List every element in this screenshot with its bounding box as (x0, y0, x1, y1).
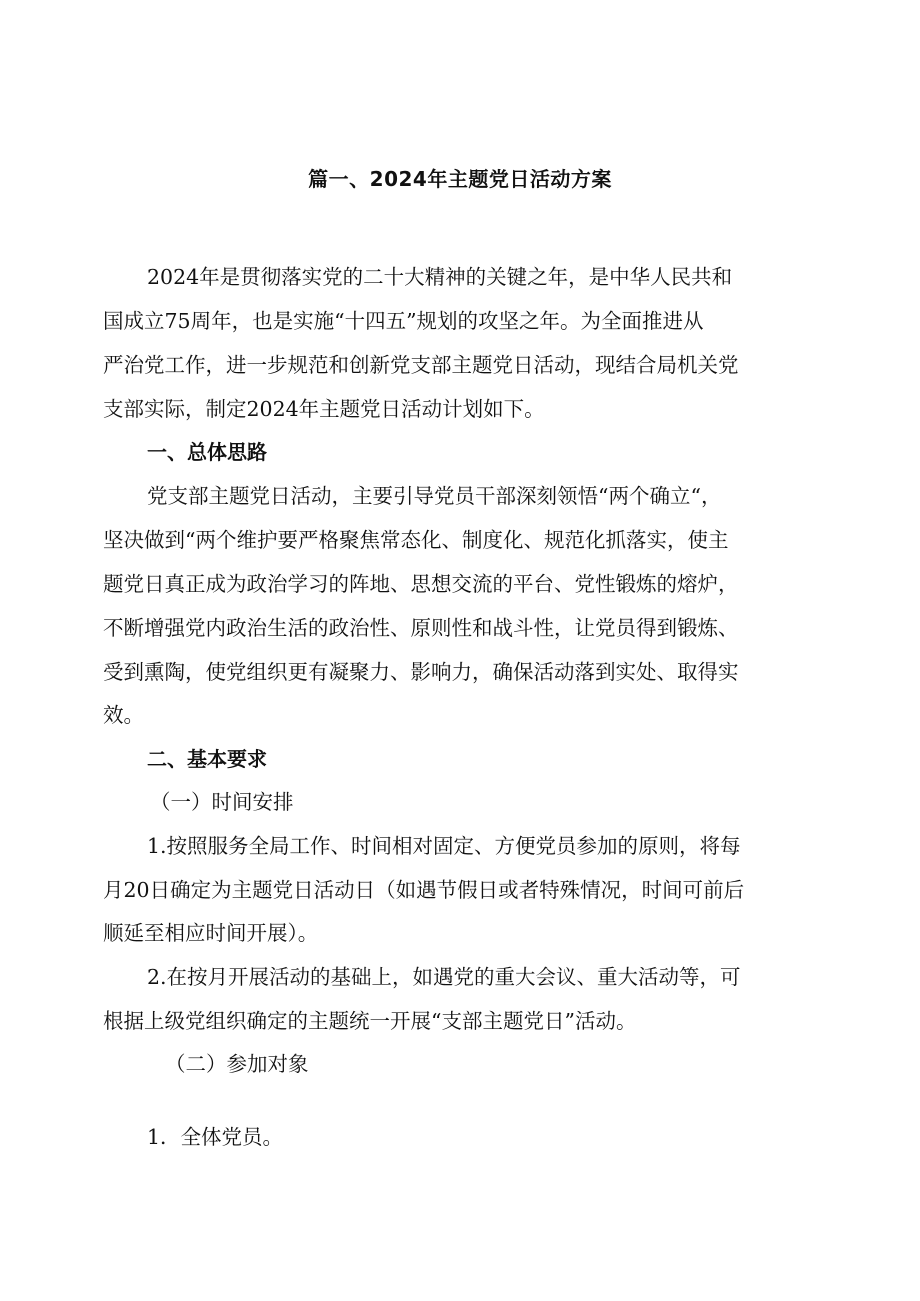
item1-line-3: 顺延至相应时间开展）。 (103, 921, 319, 945)
document-title: 篇一、2024年主题党日活动方案 (308, 167, 612, 191)
section-heading-basic-requirements: 二、基本要求 (147, 747, 267, 771)
item2-line-1: 2.在按月开展活动的基础上，如遇党的重大会议、重大活动等，可 (147, 965, 741, 989)
intro-line-4: 支部实际，制定2024年主题党日活动计划如下。 (103, 397, 545, 421)
section1-line-1: 党支部主题党日活动，主要引导党员干部深刻领悟“两个确立“， (147, 484, 722, 508)
section1-line-5: 受到熏陶，使党组织更有凝聚力、影响力，确保活动落到实处、取得实 (103, 660, 739, 684)
section-heading-overall-approach: 一、总体思路 (147, 440, 267, 464)
section1-line-3: 题党日真正成为政治学习的阵地、思想交流的平台、党性锻炼的熔炉， (103, 572, 739, 596)
intro-line-3: 严治党工作，进一步规范和创新党支部主题党日活动，现结合局机关党 (103, 353, 739, 377)
item1-line-2: 月20日确定为主题党日活动日（如遇节假日或者特殊情况，时间可前后 (103, 878, 745, 902)
item1-line-1: 1.按照服务全局工作、时间相对固定、方便党员参加的原则，将每 (147, 834, 741, 858)
section1-line-2: 坚决做到“两个维护要严格聚焦常态化、制度化、规范化抓落实，使主 (103, 528, 729, 552)
section1-line-6: 效。 (103, 703, 144, 727)
section1-line-4: 不断增强党内政治生活的政治性、原则性和战斗性，让党员得到锻炼、 (103, 616, 739, 640)
intro-line-2: 国成立75周年，也是实施“十四五”规划的攻坚之年。为全面推进从 (103, 309, 704, 333)
subheading-participants: （二）参加对象 (165, 1052, 309, 1076)
item3-line-1: 1．全体党员。 (147, 1125, 284, 1149)
item2-line-2: 根据上级党组织确定的主题统一开展“支部主题党日”活动。 (103, 1009, 637, 1033)
subheading-time-arrangement: （一）时间安排 (150, 790, 294, 814)
intro-line-1: 2024年是贯彻落实党的二十大精神的关键之年，是中华人民共和 (147, 265, 733, 289)
